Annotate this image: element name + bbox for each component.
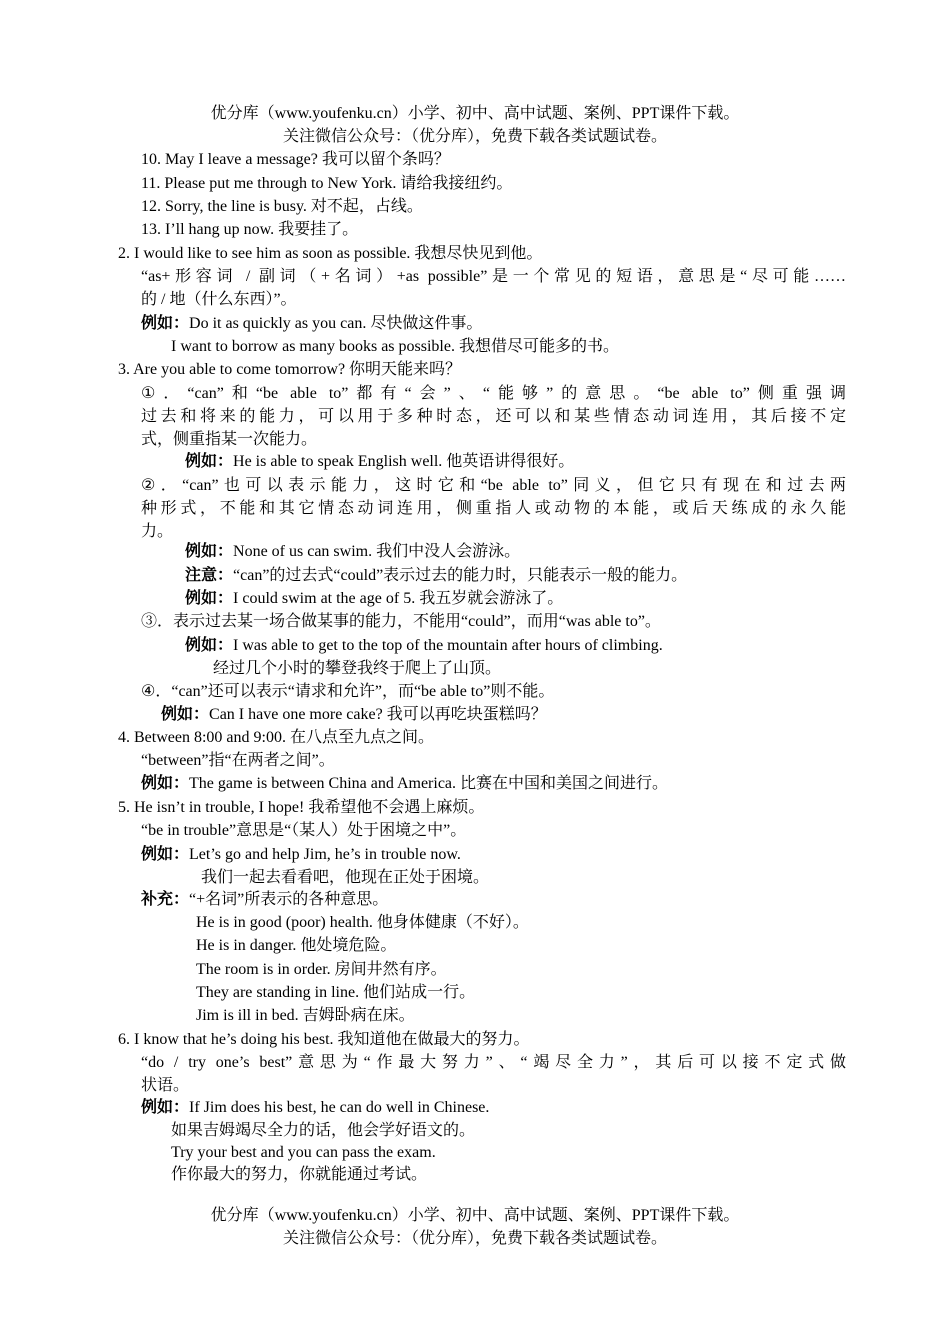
phrase-item <box>141 150 450 172</box>
section-3-b-line-1: ②．“can”也可以表示能力，这时它和“be able to”同义，但它只有现在和过去两 <box>141 477 846 494</box>
footer-line-1: 优分库（www.youfenku.cn）小学、初中、高中试题、案例、PPT课件下载。 <box>210 1207 740 1224</box>
section-2-para-2: 的 / 地（什么东西）”。 <box>141 291 297 308</box>
supplement-item: The room is in order. 房间井然有序。 <box>196 961 447 978</box>
example-label: 例如： <box>141 775 190 792</box>
supplement-item: Jim is ill in bed. 吉姆卧病在床。 <box>196 1007 415 1024</box>
phrase-item <box>141 220 358 242</box>
example-text: I could swim at the age of 5. 我五岁就会游泳了。 <box>233 590 564 607</box>
section-title-text: He isn’t in trouble, I hope! 我希望他不会遇上麻烦。 <box>134 799 485 816</box>
section-4-para-1: “between”指“在两者之间”。 <box>141 752 335 769</box>
item-number: 11. <box>141 175 161 192</box>
note-label: 注意： <box>185 567 234 584</box>
note-text: “can”的过去式“could”表示过去的能力时，只能表示一般的能力。 <box>233 567 688 584</box>
example-label: 例如： <box>185 453 234 470</box>
phrase-item <box>141 197 423 219</box>
section-2-example-1 <box>141 314 482 336</box>
example-text: None of us can swim. 我们中没人会游泳。 <box>233 543 521 560</box>
section-2-example-2: I want to borrow as many books as possible. 我想借尽可能多的书。 <box>171 338 619 355</box>
example-label: 例如： <box>141 846 190 863</box>
section-3-b-line-3: 力。 <box>141 523 174 540</box>
section-2-para-1: “as+形容词 / 副词（+名词）+as possible”是一个常见的短语，意思是“尽可能…… <box>141 268 846 285</box>
example-label: 例如： <box>185 637 234 654</box>
example-text: If Jim does his best, he can do well in Chinese. <box>189 1099 490 1116</box>
section-5-supplement <box>141 890 388 912</box>
example-text: He is able to speak English well. 他英语讲得很好。 <box>233 453 575 470</box>
section-6-title <box>118 1030 530 1052</box>
example-text: Can I have one more cake? 我可以再吃块蛋糕吗？ <box>209 706 547 723</box>
section-title-text: I know that he’s doing his best. 我知道他在做最大的努力。 <box>134 1031 530 1048</box>
section-6-para-1: “do / try one’s best”意思为“作最大努力”、“竭尽全力”，其后可以接不定式做 <box>141 1054 846 1071</box>
section-5-title <box>118 798 484 820</box>
section-3-a-line-1: ①．“can”和“be able to”都有“会”、“能够”的意思。“be able to”侧重强调 <box>141 385 846 402</box>
section-5-example-cn: 我们一起去看看吧，他现在正处于困境。 <box>201 869 490 886</box>
section-2-title <box>118 244 542 266</box>
item-text: May I leave a message? 我可以留个条吗？ <box>165 151 450 168</box>
section-number: 5. <box>118 799 130 816</box>
section-5-para-1: “be in trouble”意思是“（某人）处于困境之中”。 <box>141 822 467 839</box>
section-6-para-2: 状语。 <box>141 1077 190 1094</box>
section-4-example <box>141 774 668 796</box>
section-title-text: Are you able to come tomorrow? 你明天能来吗？ <box>133 361 462 378</box>
section-3-c-line-1: ③．表示过去某一场合做某事的能力，不能用“could”，而用“was able to”。 <box>141 613 661 630</box>
example-text: Let’s go and help Jim, he’s in trouble now. <box>189 846 461 863</box>
footer-line-2: 关注微信公众号：（优分库），免费下载各类试题试卷。 <box>282 1230 667 1247</box>
supplement-item: He is in good (poor) health. 他身体健康（不好）。 <box>196 914 529 931</box>
section-3-a-example <box>185 452 574 474</box>
section-title-text: I would like to see him as soon as possible. 我想尽快见到他。 <box>134 245 543 262</box>
section-3-b-example <box>185 542 520 564</box>
section-title-text: Between 8:00 and 9:00. 在八点至九点之间。 <box>134 729 434 746</box>
section-number: 3. <box>118 361 130 378</box>
section-3-a-line-3: 式，侧重指某一次能力。 <box>141 431 318 448</box>
section-3-b-line-2: 种形式，不能和其它情态动词连用，侧重指人或动物的本能，或后天练成的永久能 <box>141 500 846 517</box>
example-label: 例如： <box>161 706 210 723</box>
section-3-a-line-2: 过去和将来的能力，可以用于多种时态，还可以和某些情态动词连用，其后接不定 <box>141 408 846 425</box>
supplement-text: “+名词”所表示的各种意思。 <box>189 891 389 908</box>
item-text: Please put me through to New York. 请给我接纽约。 <box>164 175 513 192</box>
item-text: I’ll hang up now. 我要挂了。 <box>165 221 359 238</box>
example-text: I was able to get to the top of the mountain after hours of climbing. <box>233 637 663 654</box>
item-number: 10. <box>141 151 161 168</box>
section-4-title <box>118 728 434 750</box>
section-number: 6. <box>118 1031 130 1048</box>
item-text: Sorry, the line is busy. 对不起，占线。 <box>165 198 423 215</box>
supplement-item: He is in danger. 他处境危险。 <box>196 937 397 954</box>
section-5-example <box>141 845 461 867</box>
section-6-example-2-cn: 作你最大的努力，你就能通过考试。 <box>171 1166 428 1183</box>
section-6-example <box>141 1098 489 1120</box>
section-number: 2. <box>118 245 130 262</box>
supplement-item: They are standing in line. 他们站成一行。 <box>196 984 476 1001</box>
example-text: Do it as quickly as you can. 尽快做这件事。 <box>189 315 483 332</box>
section-3-d-example <box>161 705 547 727</box>
item-number: 13. <box>141 221 161 238</box>
phrase-item <box>141 174 512 196</box>
section-number: 4. <box>118 729 130 746</box>
section-3-b-note <box>185 566 687 588</box>
section-3-c-example <box>185 636 663 658</box>
example-label: 例如： <box>141 1099 190 1116</box>
header-line-1: 优分库（www.youfenku.cn）小学、初中、高中试题、案例、PPT课件下载。 <box>210 105 740 122</box>
example-text: The game is between China and America. 比赛在中国和美国之间进行。 <box>189 775 669 792</box>
example-label: 例如： <box>141 315 190 332</box>
section-3-d-line-1: ④．“can”还可以表示“请求和允许”，而“be able to”则不能。 <box>141 683 555 700</box>
example-label: 例如： <box>185 590 234 607</box>
item-number: 12. <box>141 198 161 215</box>
header-line-2: 关注微信公众号：（优分库），免费下载各类试题试卷。 <box>282 128 667 145</box>
section-3-title <box>118 360 461 382</box>
section-3-c-example-cn: 经过几个小时的攀登我终于爬上了山顶。 <box>213 660 502 677</box>
section-6-example-2: Try your best and you can pass the exam. <box>171 1144 436 1161</box>
section-6-example-cn: 如果吉姆竭尽全力的话，他会学好语文的。 <box>171 1122 476 1139</box>
supplement-label: 补充： <box>141 891 190 908</box>
section-3-b-example-2 <box>185 589 563 611</box>
example-label: 例如： <box>185 543 234 560</box>
